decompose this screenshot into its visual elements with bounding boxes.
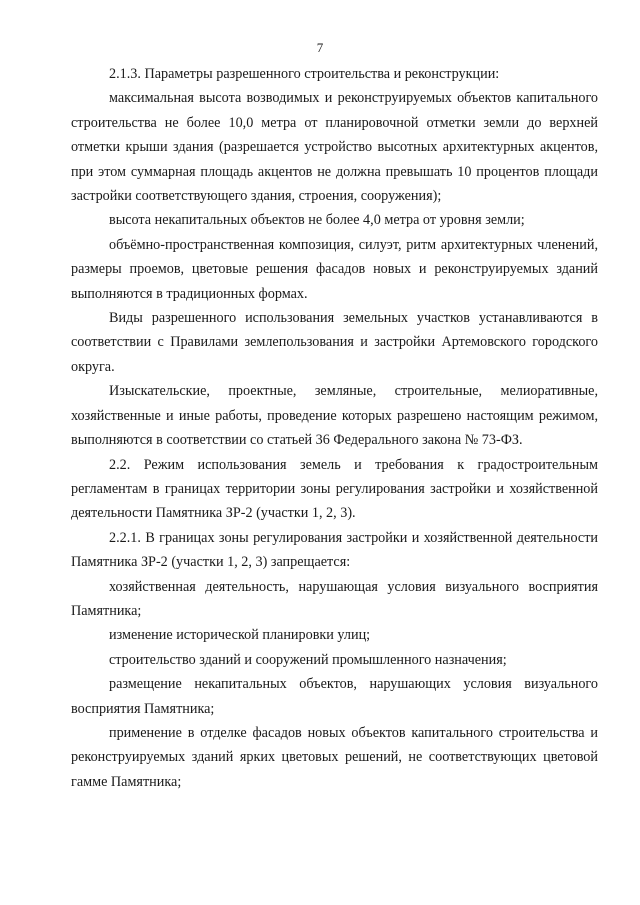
list-item-facade-colors: применение в отделке фасадов новых объектов капитального строительства и реконструируемых зданий ярких цветовых решений, не соответствующих цветовой гамме Памятника;: [71, 724, 598, 790]
section-heading-2-1-3: 2.1.3. Параметры разрешенного строительства и реконструкции:: [109, 66, 500, 82]
document-body: [71, 62, 598, 794]
paragraph-max-height: максимальная высота возводимых и реконструируемых объектов капитального строительства не более 10,0 метра от планировочной отметки земли до верхней отметки крыши здания (разрешается устройство высотных архитектурных акцентов, при этом суммарная площадь акцентов не должна превышать 10 процентов площади застройки соответствующего здания, строения, сооружения);: [71, 90, 598, 205]
section-heading-2-2-1: 2.2.1. В границах зоны регулирования застройки и хозяйственной деятельности Памятника ЗР-2 (участки 1, 2, 3) запрещается:: [71, 529, 598, 571]
paragraph-land-use: Виды разрешенного использования земельных участков устанавливаются в соответствии с Правилами землепользования и застройки Артемовского городского округа.: [71, 310, 598, 375]
list-item-noncapital-placement: размещение некапитальных объектов, нарушающих условия визуального восприятия Памятника;: [71, 676, 598, 717]
section-heading-2-2: 2.2. Режим использования земель и требования к градостроительным регламентам в границах территории зоны регулирования застройки и хозяйственной деятельности Памятника ЗР-2 (участки 1, 2, 3).: [71, 456, 598, 522]
list-item-economic-activity: хозяйственная деятельность, нарушающая условия визуального восприятия Памятника;: [71, 578, 598, 619]
list-item-industrial-construction: строительство зданий и сооружений промышленного назначения;: [109, 651, 507, 668]
paragraph-works: Изыскательские, проектные, земляные, строительные, мелиоративные, хозяйственные и иные работы, проведение которых разрешено настоящим режимом, выполняются в соответствии со статьей 36 Федерального закона № 73-ФЗ.: [71, 383, 598, 449]
page-number: 7: [316, 40, 324, 55]
paragraph-noncapital-height: высота некапитальных объектов не более 4,0 метра от уровня земли;: [109, 212, 525, 229]
list-item-street-layout: изменение исторической планировки улиц;: [109, 627, 371, 644]
paragraph-composition: объёмно-пространственная композиция, силуэт, ритм архитектурных членений, размеры проемов, цветовые решения фасадов новых и реконструируемых зданий выполняются в традиционных формах.: [71, 236, 598, 302]
